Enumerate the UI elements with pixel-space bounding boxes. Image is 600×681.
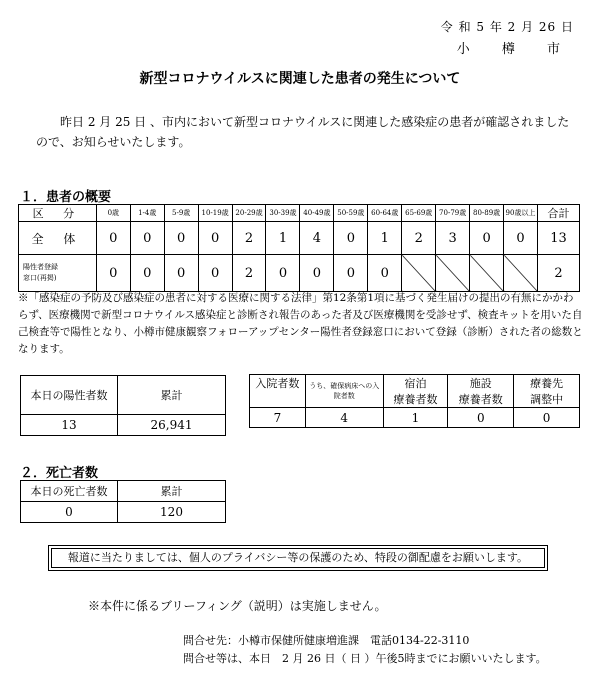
table-cell: 4 bbox=[300, 222, 334, 255]
table-cell: 0 bbox=[198, 222, 232, 255]
table-cell: 3 bbox=[436, 222, 470, 255]
age-header: 65-69歳 bbox=[402, 205, 436, 222]
all-row-label: 全 体 bbox=[19, 222, 97, 255]
today-deaths-header: 本日の死亡者数 bbox=[21, 481, 118, 502]
secured-beds-header: うち、確保病床への入院者数 bbox=[305, 375, 383, 408]
table-cell: 2 bbox=[232, 255, 266, 292]
patient-summary-table bbox=[18, 204, 580, 292]
issuing-city: 小 樽 市 bbox=[456, 42, 574, 57]
age-header-row bbox=[19, 205, 580, 222]
document-date: 令 和 5 年 2 月 26 日 bbox=[440, 20, 574, 34]
age-header: 90歳以上 bbox=[504, 205, 538, 222]
total-cell: 2 bbox=[537, 255, 579, 292]
total-header: 合計 bbox=[537, 205, 579, 222]
definition-note: ※「感染症の予防及び感染症の患者に対する医療に関する法律」第12条第1項に基づく発生届けの提出の有無にかかわらず、医療機関で新型コロナウイルス感染症と診断され報告のあった者及び医療機関を受診せず、検査キットを用いた自己検査等で陽性となり、小樽市健康観察フォローアップセンター陽性者登録窓口において登録（診断）された者の総数となります。 bbox=[18, 292, 583, 355]
section1-heading: １．患者の概要 bbox=[20, 190, 112, 205]
total-cell: 13 bbox=[537, 222, 579, 255]
all-patients-row bbox=[19, 222, 580, 255]
table-cell: 0 bbox=[164, 222, 198, 255]
table-cell: 1 bbox=[368, 222, 402, 255]
cumulative-deaths-value: 120 bbox=[118, 502, 226, 523]
category-header: 区 分 bbox=[19, 205, 97, 222]
empty-cell bbox=[402, 255, 436, 292]
today-positives-value: 13 bbox=[21, 415, 118, 436]
table-cell: 0 bbox=[164, 255, 198, 292]
age-header: 50-59歳 bbox=[334, 205, 368, 222]
today-deaths-value: 0 bbox=[21, 502, 118, 523]
facility-header: 施設 療養者数 bbox=[448, 375, 514, 408]
table-cell: 2 bbox=[232, 222, 266, 255]
today-positives-header: 本日の陽性者数 bbox=[21, 376, 118, 415]
cumulative-positives-value: 26,941 bbox=[118, 415, 226, 436]
facility-value: 0 bbox=[448, 408, 514, 428]
treatment-status-table bbox=[249, 374, 580, 428]
cumulative-positives-header: 累計 bbox=[118, 376, 226, 415]
table-cell: 0 bbox=[96, 255, 130, 292]
secured-beds-value: 4 bbox=[305, 408, 383, 428]
registered-row-label: 陽性者登録 窓口(再掲) bbox=[19, 255, 97, 292]
hospitalized-value: 7 bbox=[250, 408, 306, 428]
hospitalized-header: 入院者数 bbox=[250, 375, 306, 408]
age-header: 80-89歳 bbox=[470, 205, 504, 222]
privacy-notice-box bbox=[48, 545, 548, 571]
table-cell: 0 bbox=[130, 222, 164, 255]
age-header: 10-19歳 bbox=[198, 205, 232, 222]
table-cell: 0 bbox=[334, 222, 368, 255]
registered-row bbox=[19, 255, 580, 292]
briefing-note: ※本件に係るブリーフィング（説明）は実施しません。 bbox=[88, 599, 387, 613]
age-header: 30-39歳 bbox=[266, 205, 300, 222]
deaths-table bbox=[20, 480, 226, 523]
age-header: 5-9歳 bbox=[164, 205, 198, 222]
table-cell: 1 bbox=[266, 222, 300, 255]
table-cell: 0 bbox=[470, 222, 504, 255]
table-cell: 2 bbox=[402, 222, 436, 255]
age-header: 0歳 bbox=[96, 205, 130, 222]
empty-cell bbox=[504, 255, 538, 292]
table-cell: 0 bbox=[198, 255, 232, 292]
adjusting-value: 0 bbox=[514, 408, 580, 428]
adjusting-header: 療養先 調整中 bbox=[514, 375, 580, 408]
table-cell: 0 bbox=[334, 255, 368, 292]
section2-heading: ２．死亡者数 bbox=[20, 466, 99, 481]
age-header: 60-64歳 bbox=[368, 205, 402, 222]
hotel-value: 1 bbox=[383, 408, 448, 428]
age-header: 1-4歳 bbox=[130, 205, 164, 222]
table-cell: 0 bbox=[504, 222, 538, 255]
age-header: 70-79歳 bbox=[436, 205, 470, 222]
table-cell: 0 bbox=[368, 255, 402, 292]
hotel-header: 宿泊 療養者数 bbox=[383, 375, 448, 408]
empty-cell bbox=[470, 255, 504, 292]
table-cell: 0 bbox=[266, 255, 300, 292]
age-header: 40-49歳 bbox=[300, 205, 334, 222]
cumulative-deaths-header: 累計 bbox=[118, 481, 226, 502]
table-cell: 0 bbox=[96, 222, 130, 255]
document-title: 新型コロナウイルスに関連した患者の発生について bbox=[139, 71, 461, 87]
table-cell: 0 bbox=[300, 255, 334, 292]
intro-paragraph: 昨日 2 月 25 日 、市内において新型コロナウイルスに関連した感染症の患者が確認されましたので、お知らせいたします。 bbox=[36, 115, 570, 149]
table-cell: 0 bbox=[130, 255, 164, 292]
inquiry-deadline: 問合せ等は、本日 2 月 26 日（ 日 ）午後5時までにお願いいたします。 bbox=[183, 652, 547, 665]
age-header: 20-29歳 bbox=[232, 205, 266, 222]
contact-info: 問合せ先：小樽市保健所健康増進課 電話0134-22-3110 bbox=[183, 634, 470, 647]
positives-table bbox=[20, 375, 226, 436]
privacy-notice: 報道に当たりましては、個人のプライバシー等の保護のため、特段の御配慮をお願いします。 bbox=[51, 548, 545, 568]
empty-cell bbox=[436, 255, 470, 292]
